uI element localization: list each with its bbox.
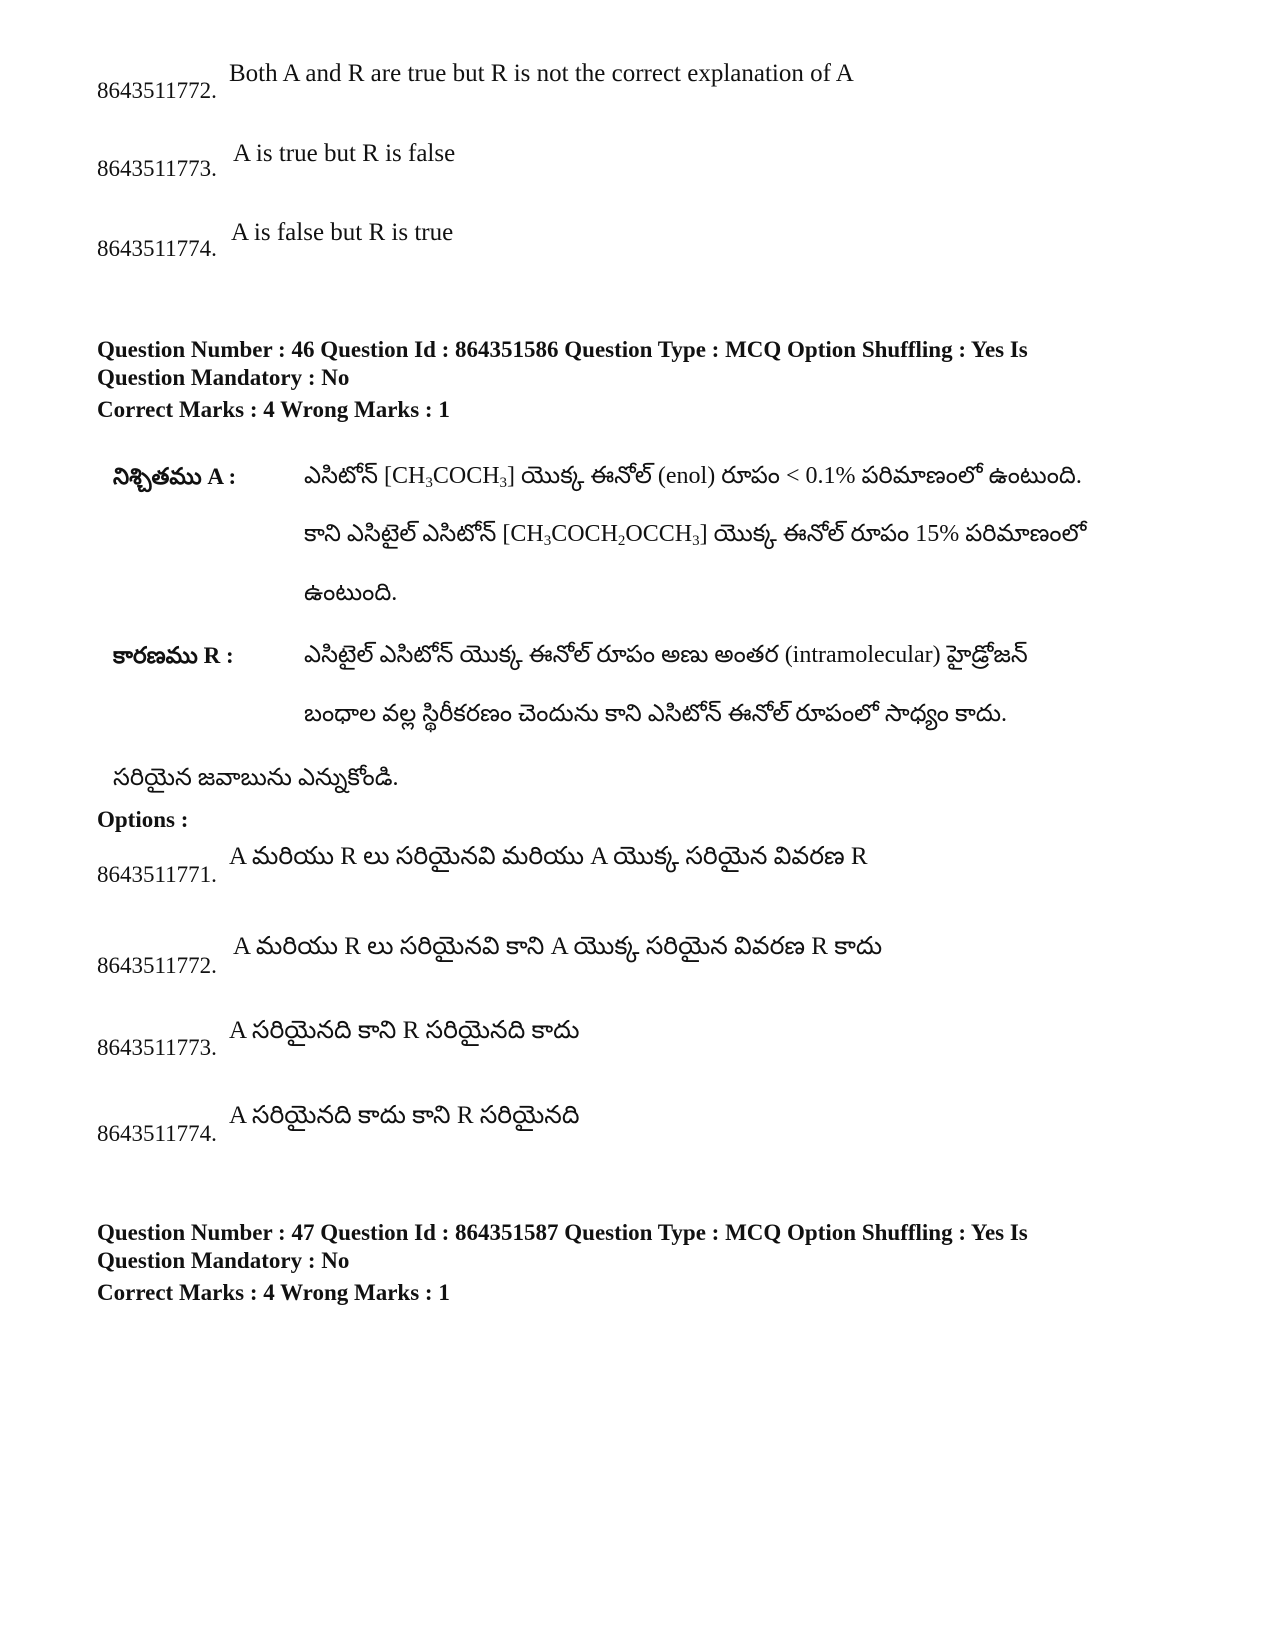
question-header [97, 336, 1197, 424]
question-header [97, 1219, 1197, 1307]
option-text: A is true but R is false [233, 140, 456, 167]
subscript: 3 [692, 533, 700, 549]
option-number: 8643511773. [97, 1035, 217, 1060]
assertion-text: కాని ఎసిటైల్ ఎసిటోన్ [CH [304, 521, 544, 547]
question-header-line2: Question Mandatory : No [97, 365, 350, 390]
question-header-line1: Question Number : 47 Question Id : 864351587 Question Type : MCQ Option Shuffling : Yes Is [97, 1220, 1028, 1245]
assertion-text: COCH [551, 521, 618, 547]
reason-line-2: బంధాల వల్ల స్థిరీకరణం చెందును కాని ఎసిటోన్ ఈనోల్ రూపంలో సాధ్యం కాదు. [304, 701, 1008, 727]
option-text: A మరియు R లు సరియైనవి మరియు A యొక్క సరియైన వివరణ R [229, 843, 868, 870]
reason-line-1: ఎసిటైల్ ఎసిటోన్ యొక్క ఈనోల్ రూపం అణు అంతర (intramolecular) హైడ్రోజన్ [304, 642, 1028, 668]
instruction-text: సరియైన జవాబును ఎన్నుకోండి. [113, 765, 399, 791]
option-number: 8643511774. [97, 236, 217, 261]
options-label: Options : [97, 807, 189, 832]
option-number: 8643511771. [97, 862, 217, 887]
question-header-line1: Question Number : 46 Question Id : 864351586 Question Type : MCQ Option Shuffling : Yes Is [97, 337, 1028, 362]
question-marks: Correct Marks : 4 Wrong Marks : 1 [97, 1280, 450, 1305]
reason-label: కారణము R : [113, 643, 234, 668]
option-text: A మరియు R లు సరియైనవి కాని A యొక్క సరియైన వివరణ R కాదు [233, 933, 883, 960]
subscript: 3 [543, 533, 552, 549]
subscript: 2 [617, 533, 626, 549]
assertion-text: OCCH [625, 521, 693, 547]
option-text: A is false but R is true [231, 219, 454, 246]
option-number: 8643511772. [97, 78, 217, 103]
question-header-line2: Question Mandatory : No [97, 1248, 350, 1273]
option-text: A సరియైనది కాదు కాని R సరియైనది [229, 1102, 580, 1129]
assertion-text: ఎసిటోన్ [CH [304, 463, 426, 489]
assertion-label: నిశ్చితము A : [113, 464, 237, 489]
option-number: 8643511772. [97, 953, 217, 978]
subscript: 3 [425, 475, 433, 491]
assertion-line-2 [304, 520, 1086, 553]
assertion-text: ] యొక్క ఈనోల్ (enol) రూపం < 0.1% పరిమాణంలో ఉంటుంది. [507, 463, 1082, 489]
assertion-line-3: ఉంటుంది. [304, 580, 398, 606]
option-number: 8643511774. [97, 1121, 217, 1146]
option-number: 8643511773. [97, 156, 217, 181]
assertion-text: ] యొక్క ఈనోల్ రూపం 15% పరిమాణంలో [699, 521, 1087, 547]
question-marks: Correct Marks : 4 Wrong Marks : 1 [97, 397, 450, 422]
option-text: Both A and R are true but R is not the correct explanation of A [229, 60, 854, 87]
assertion-text: COCH [432, 463, 500, 489]
option-text: A సరియైనది కాని R సరియైనది కాదు [229, 1017, 580, 1044]
subscript: 3 [499, 475, 508, 491]
assertion-line-1 [304, 462, 1082, 495]
